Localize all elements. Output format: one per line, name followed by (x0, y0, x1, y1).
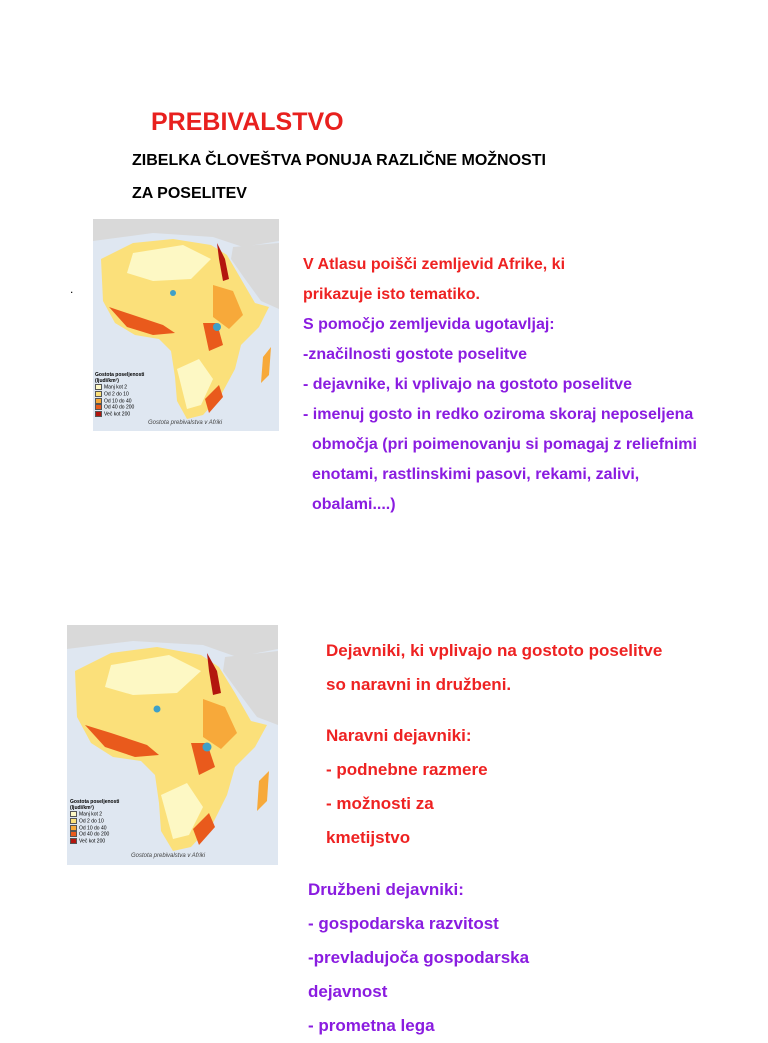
legend-item: Več kot 200 (70, 838, 119, 845)
page-title: PREBIVALSTVO (151, 108, 344, 136)
legend-item: Manj kot 2 (70, 811, 119, 818)
task-line: -značilnosti gostote poselitve (303, 346, 528, 363)
legend-unit: (ljudi/km²) (70, 804, 94, 811)
text-line: so naravni in družbeni. (326, 675, 512, 694)
africa-density-map-2 (67, 625, 278, 865)
map-legend (95, 373, 144, 418)
instruction-line: V Atlasu poišči zemljevid Afrike, ki (303, 256, 566, 273)
legend-item: Od 2 do 10 (95, 391, 144, 398)
section-heading: Družbeni dejavniki: (308, 880, 464, 899)
legend-item: Od 10 do 40 (95, 398, 144, 405)
legend-item: Več kot 200 (95, 411, 144, 418)
list-item: dejavnost (308, 982, 388, 1001)
africa-density-map-1 (93, 219, 279, 431)
legend-unit: (ljudi/km²) (95, 377, 119, 384)
task-line: - dejavnike, ki vplivajo na gostoto poselitve (303, 376, 632, 393)
map-legend (70, 800, 119, 845)
task-line: obalami....) (312, 496, 396, 513)
legend-item: Od 2 do 10 (70, 818, 119, 825)
list-item: - gospodarska razvitost (308, 914, 499, 933)
task-line: enotami, rastlinskimi pasovi, rekami, zalivi, (312, 466, 640, 483)
factors-intro (326, 634, 756, 702)
map-caption: Gostota prebivalstva v Afriki (131, 853, 206, 859)
task-line: območja (pri poimenovanju si pomagaj z reliefnimi (312, 436, 697, 453)
legend-item: Od 40 do 200 (70, 831, 119, 838)
section-heading: Naravni dejavniki: (326, 726, 472, 745)
list-item: kmetijstvo (326, 828, 411, 847)
text-line: Dejavniki, ki vplivajo na gostoto poselitve (326, 641, 663, 660)
legend-item: Manj kot 2 (95, 384, 144, 391)
social-factors (308, 873, 758, 1035)
legend-title: Gostota poseljenosti (95, 372, 145, 378)
list-item: - možnosti za (326, 794, 434, 813)
legend-item: Od 40 do 200 (95, 404, 144, 411)
instruction-line: prikazuje isto tematiko. (303, 286, 480, 303)
map-caption: Gostota prebivalstva v Afriki (148, 420, 223, 426)
list-item: - podnebne razmere (326, 760, 488, 779)
list-item: -prevladujoča gospodarska (308, 948, 530, 967)
subtitle-line-1: ZIBELKA ČLOVEŠTVA PONUJA RAZLIČNE MOŽNOSTI (132, 152, 546, 169)
atlas-instructions (303, 250, 763, 520)
bullet-dot: . (70, 282, 74, 296)
natural-factors (326, 719, 756, 855)
legend-title: Gostota poseljenosti (70, 799, 120, 805)
subtitle-line-2: ZA POSELITEV (132, 185, 247, 202)
task-line: - imenuj gosto in redko oziroma skoraj neposeljena (303, 406, 694, 423)
task-line: S pomočjo zemljevida ugotavljaj: (303, 316, 555, 333)
legend-item: Od 10 do 40 (70, 825, 119, 832)
list-item: - prometna lega (308, 1016, 435, 1035)
